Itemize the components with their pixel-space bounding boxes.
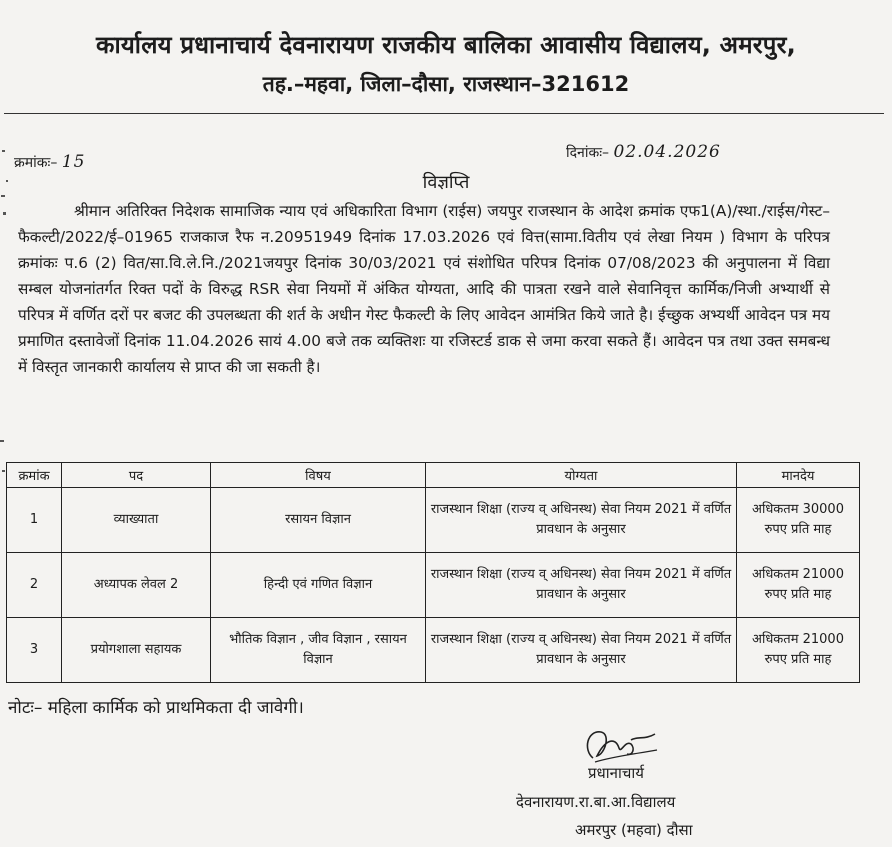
- cell-subject: हिन्दी एवं गणित विज्ञान: [211, 553, 426, 618]
- cell-post: अध्यापक लेवल 2: [62, 553, 211, 618]
- table-row: [7, 553, 860, 618]
- cell-sno: 2: [7, 553, 62, 618]
- table-row: [7, 618, 860, 683]
- office-header-line2: तह.–महवा, जिला–दौसा, राजस्थान–321612: [262, 72, 630, 96]
- col-honorarium-header: मानदेय: [737, 463, 860, 488]
- cell-subject: भौतिक विज्ञान , जीव विज्ञान , रसायन विज्ञान: [211, 618, 426, 683]
- cell-sno: 3: [7, 618, 62, 683]
- notice-title: विज्ञप्ति: [422, 172, 470, 193]
- cell-subject: रसायन विज्ञान: [211, 488, 426, 553]
- note-text: नोटः– महिला कार्मिक को प्राथमिकता दी जावेगी।: [8, 698, 304, 718]
- col-subject-header: विषय: [211, 463, 426, 488]
- cell-qualification: राजस्थान शिक्षा (राज्य व् अधिनस्थ) सेवा नियम 2021 में वर्णित प्रावधान के अनुसार: [426, 553, 737, 618]
- cell-post: प्रयोगशाला सहायक: [62, 618, 211, 683]
- table-header-row: [7, 463, 860, 488]
- date-label: दिनांकः–: [566, 145, 610, 161]
- notice-body: श्रीमान अतिरिक्त निदेशक सामाजिक न्याय एवं अधिकारिता विभाग (राईस) जयपुर राजस्थान के आदेश क्रमांक एफ1(A)/स्था./राईस/गेस्ट–फैकल्टी/2022/ई–01965 राजकाज रैफ न.20951949 दिनांक 17.03.2026 एवं वित्त(सामा.वितीय एवं लेखा नियम ) विभाग के परिपत्र क्रमांकः प.6 (2) वित/सा.वि.ले.नि./2021जयपुर दिनांक 30/03/2021 एवं संशोधित परिपत्र दिनांक 07/08/2023 की अनुपालना में विद्या सम्बल योजनांतर्गत रिक्त पदों के विरुद्ध RSR सेवा नियमों में अंकित योग्यता, आदि की पात्रता रखने वाले सेवानिवृत्त कार्मिक/निजी अभ्यार्थी से परिपत्र में वर्णित दरों पर बजट की उपलब्धता की शर्त के अधीन गेस्ट फैकल्टी के लिए आवेदन आमंत्रित किये जाते है। ईच्छुक अभ्यर्थी आवेदन पत्र मय प्रमाणित दस्तावेजों दिनांक 11.04.2026 सायं 4.00 बजे तक व्यक्तिशः या रजिस्टर्ड डाक से जमा करवा सकते हैं। आवेदन पत्र तथा उक्त समबन्ध में विस्तृत जानकारी कार्यालय से प्राप्त की जा सकती है।: [18, 202, 830, 376]
- table-row: [7, 488, 860, 553]
- col-qualification-header: योग्यता: [426, 463, 737, 488]
- cell-post: व्याख्याता: [62, 488, 211, 553]
- office-header-line1: कार्यालय प्रधानाचार्य देवनारायण राजकीय बालिका आवासीय विद्यालय, अमरपुर,: [96, 31, 796, 59]
- col-post-header: पद: [62, 463, 211, 488]
- cell-qualification: राजस्थान शिक्षा (राज्य व् अधिनस्थ) सेवा नियम 2021 में वर्णित प्रावधान के अनुसार: [426, 618, 737, 683]
- cell-sno: 1: [7, 488, 62, 553]
- vacancy-table: [6, 462, 860, 683]
- reference-label: क्रमांकः–: [14, 155, 58, 171]
- col-sno-header: क्रमांक: [7, 463, 62, 488]
- cell-honorarium: अधिकतम 21000 रुपए प्रति माह: [737, 618, 860, 683]
- date-value: 02.04.2026: [613, 142, 721, 162]
- notice-date: [566, 142, 721, 162]
- signature-title: प्रधानाचार्य: [588, 764, 644, 782]
- reference-number: [14, 152, 85, 172]
- header-divider: [4, 113, 884, 114]
- signature-place: अमरपुर (महवा) दौसा: [575, 821, 693, 839]
- cell-honorarium: अधिकतम 21000 रुपए प्रति माह: [737, 553, 860, 618]
- cell-qualification: राजस्थान शिक्षा (राज्य व् अधिनस्थ) सेवा नियम 2021 में वर्णित प्रावधान के अनुसार: [426, 488, 737, 553]
- signature-scribble: [575, 710, 665, 770]
- reference-value: 15: [61, 152, 86, 172]
- signature-org: देवनारायण.रा.बा.आ.विद्यालय: [516, 793, 676, 811]
- cell-honorarium: अधिकतम 30000 रुपए प्रति माह: [737, 488, 860, 553]
